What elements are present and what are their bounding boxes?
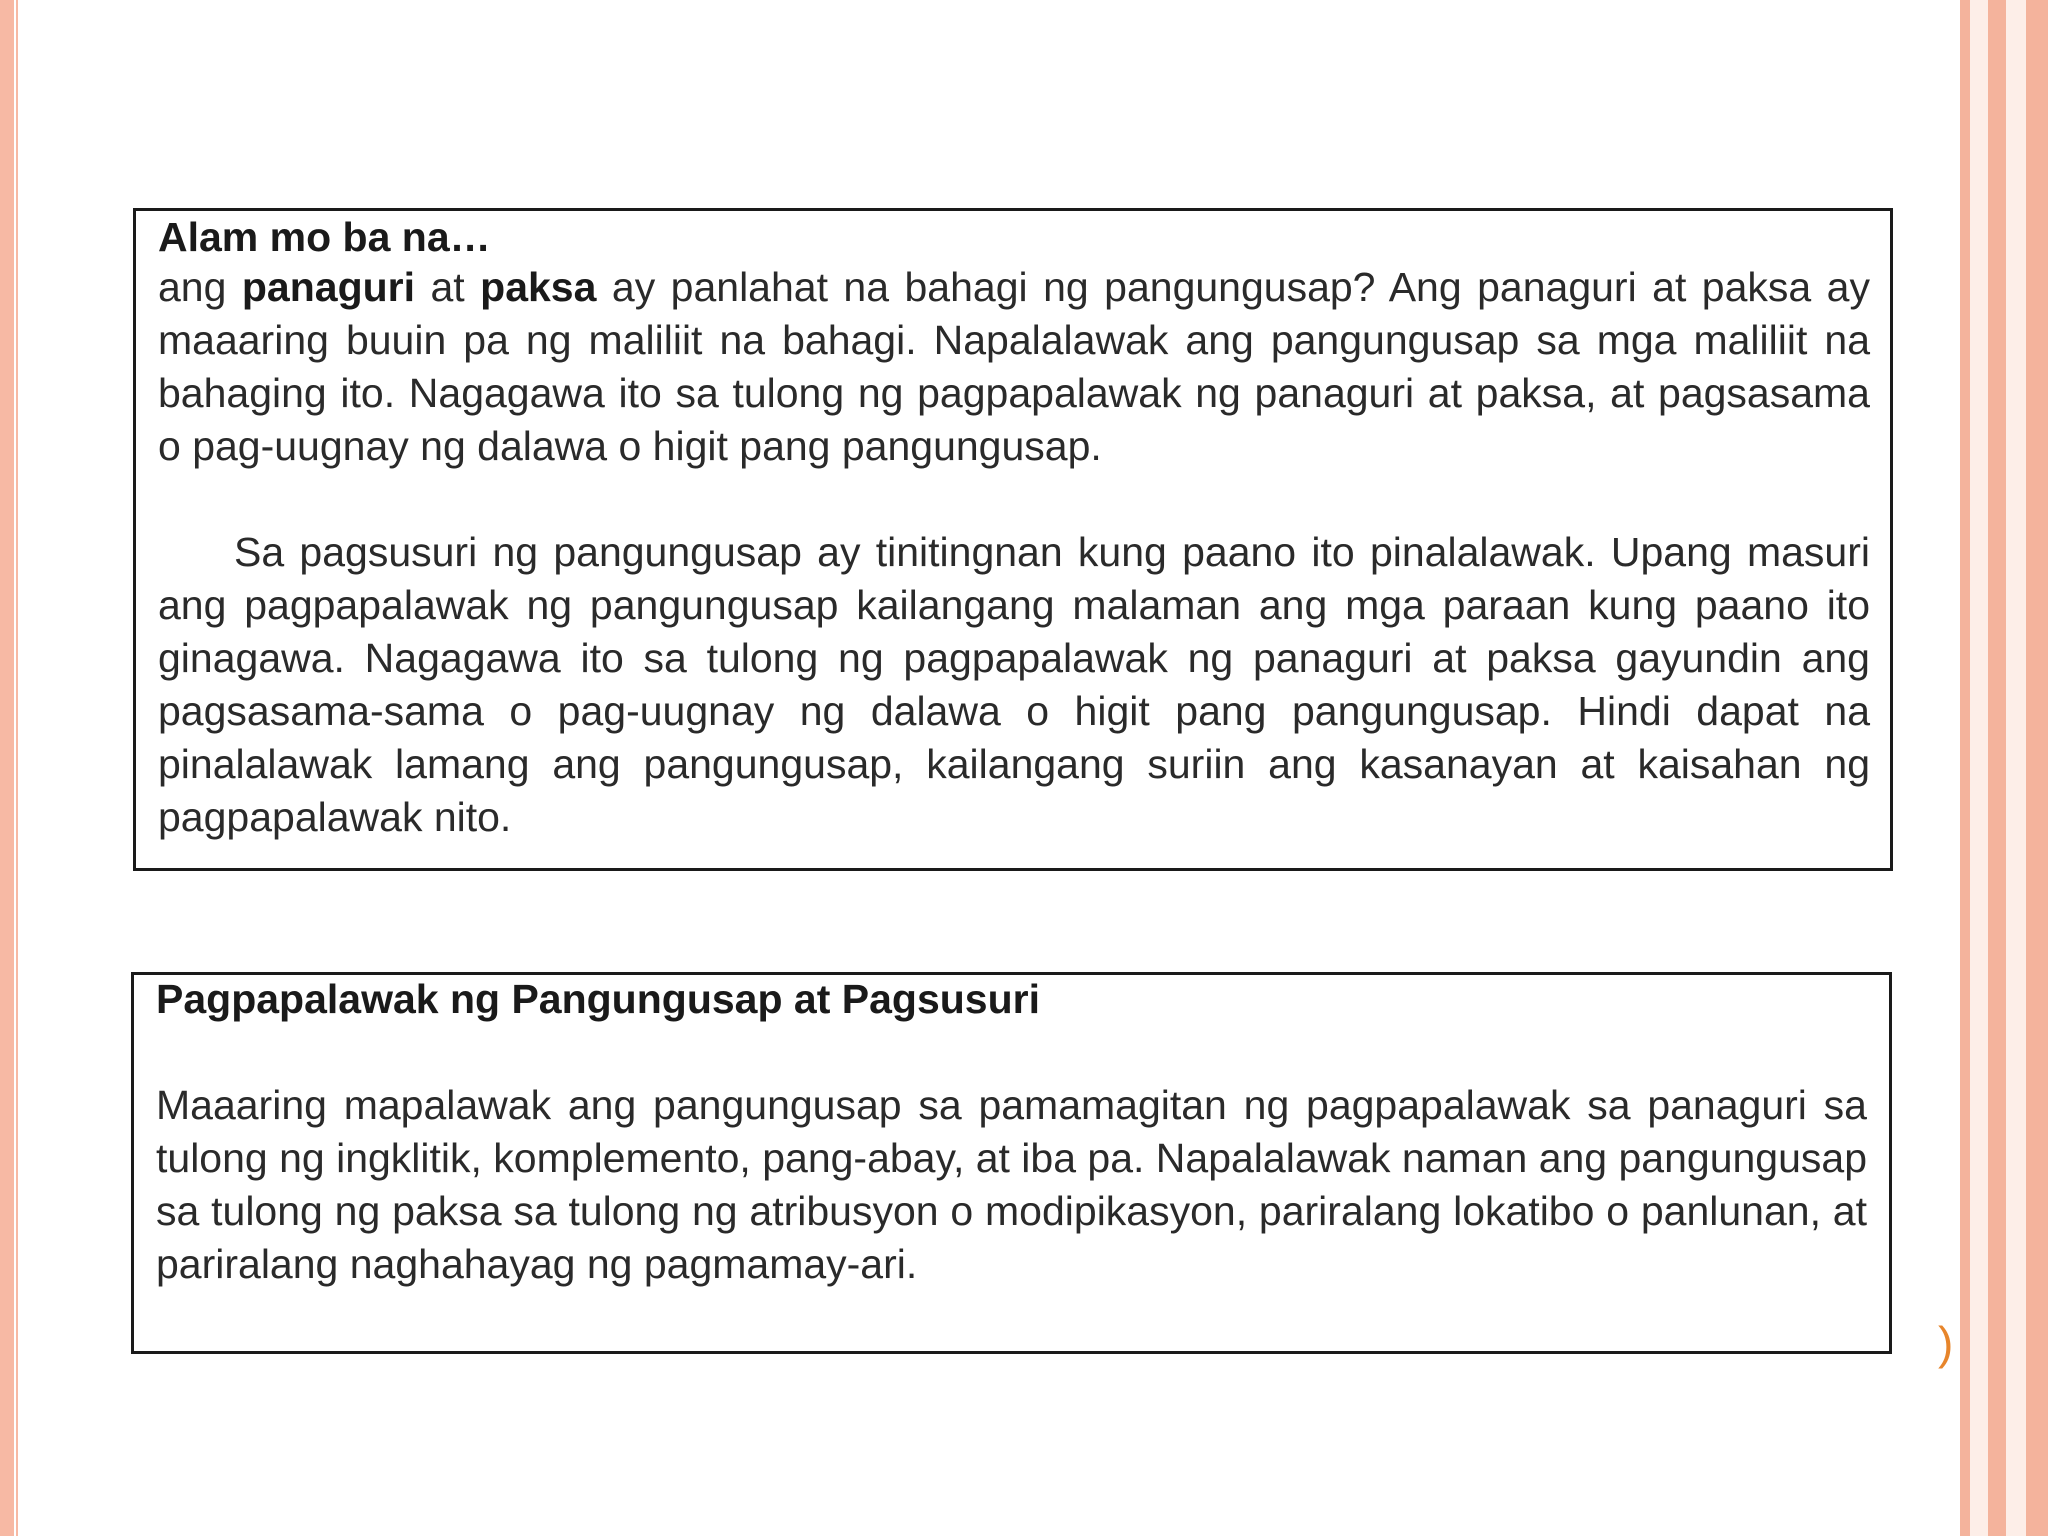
- info-paragraph: Sa pagsusuri ng pangungusap ay tinitingnan kung paano ito pinalalawak. Upang masuri ang pagpapalawak ng pangungusap kailangang malaman ang mga paraan kung paano ito ginagawa. Nagagawa ito sa tulong ng pagpapalawak ng panaguri at paksa gayundin ang pagsasama-sama o pag-uugnay ng dalawa o higit pang pangungusap. Hindi dapat na pinalalawak lamang ang pangungusap, kailangang suriin ang kasanayan at kaisahan ng pagpapalawak nito.: [158, 529, 1870, 840]
- slide-right-stripe: [2026, 0, 2048, 1536]
- text-run: at: [415, 264, 481, 310]
- slide-right-stripe: [1988, 0, 2006, 1536]
- info-box-alam-mo-ba: [133, 208, 1893, 871]
- bold-term-panaguri: panaguri: [241, 264, 416, 310]
- text-run: ay panlahat na bahagi ng pangungusap? Ang panaguri at paksa ay maaaring buuin pa ng maliliit na bahagi. Napalalawak ang pangungusap sa mga maliliit na bahaging ito. Nagagawa ito sa tulong ng pagpapalawak ng panaguri at paksa, at pagsasama o pag-uugnay ng dalawa o higit pang pangungusap.: [158, 264, 1870, 469]
- info-paragraph: Maaaring mapalawak ang pangungusap sa pamamagitan ng pagpapalawak sa panaguri sa tulong ng ingklitik, komplemento, pang-abay, at iba pa. Napalalawak naman ang pangungusap sa tulong ng paksa sa tulong ng atribusyon o modipikasyon, pariralang lokatibo o panlunan, at pariralang naghahayag ng pagmamay-ari.: [156, 1082, 1868, 1287]
- info-box-pagpapalawak: [131, 972, 1892, 1354]
- page-mark: ): [1938, 1317, 1954, 1369]
- bold-term-paksa: paksa: [480, 264, 597, 310]
- slide-left-border: [0, 0, 14, 1536]
- info-box-heading: Pagpapalawak ng Pangungusap at Pagsusuri: [156, 976, 1040, 1022]
- info-paragraph: [158, 261, 1870, 473]
- text-run: ang: [158, 264, 242, 310]
- slide-right-stripe: [1960, 0, 1970, 1536]
- info-box-heading: Alam mo ba na…: [158, 214, 491, 260]
